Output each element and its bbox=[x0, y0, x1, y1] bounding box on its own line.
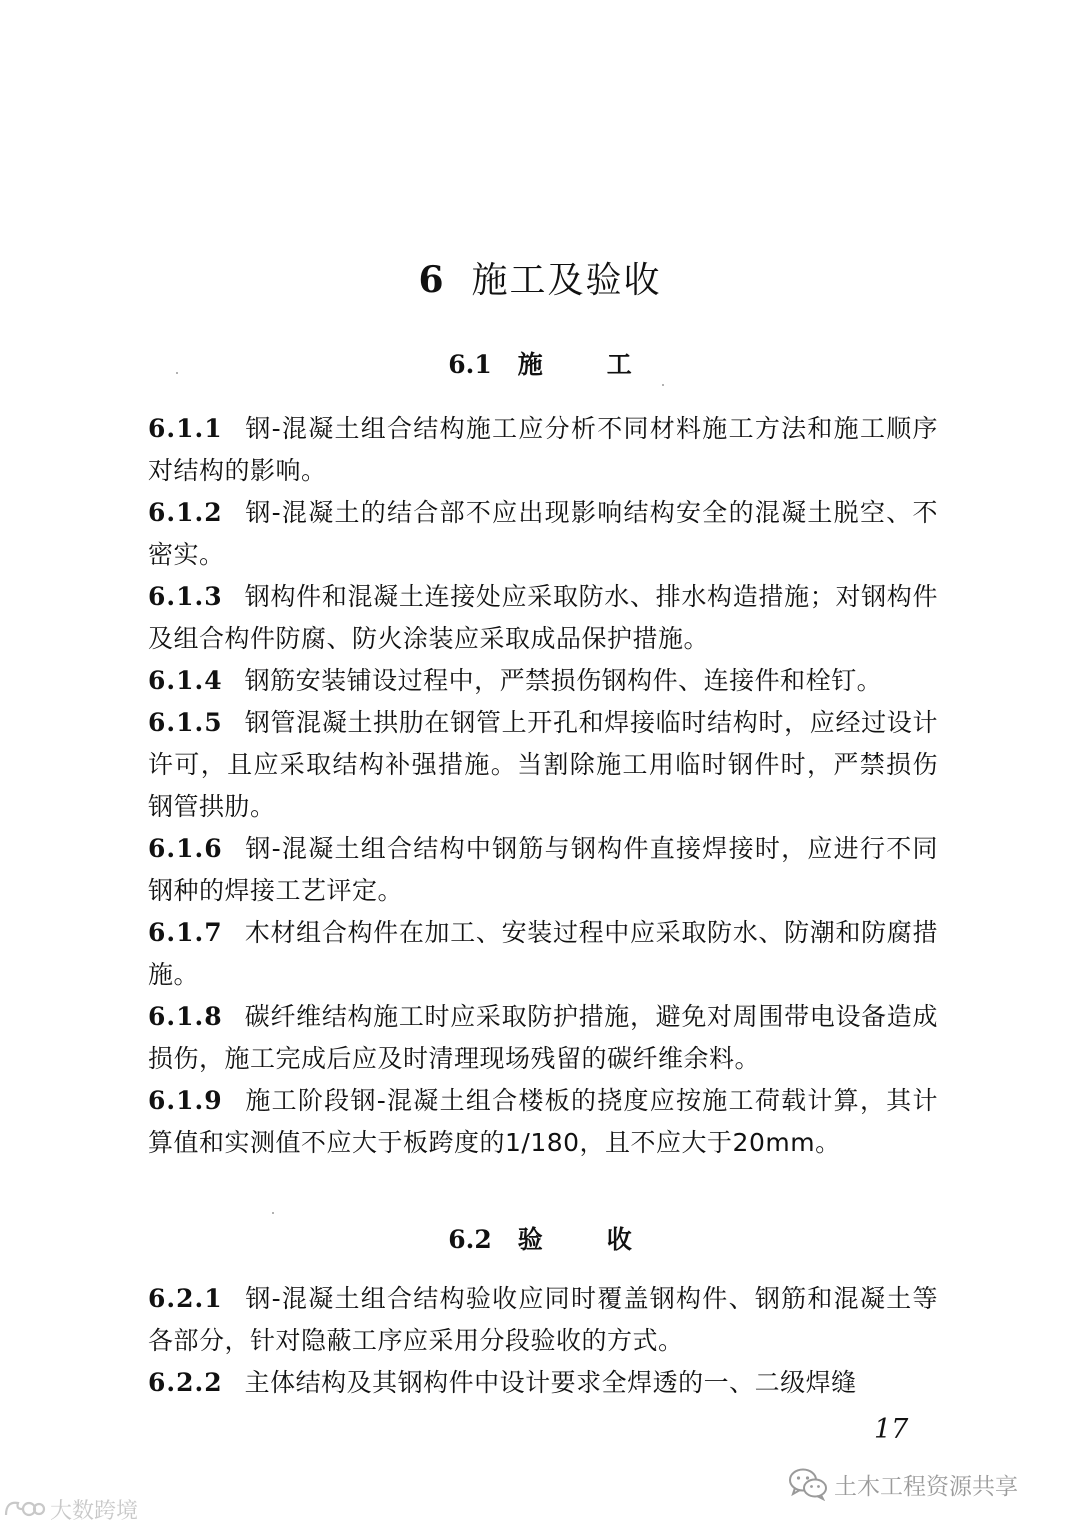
section-6-2-clauses bbox=[148, 1278, 938, 1404]
clause-number: 6.2.1 bbox=[148, 1284, 223, 1313]
wechat-icon bbox=[788, 1467, 828, 1501]
section-6-1-clauses bbox=[148, 408, 938, 1164]
scan-speck bbox=[272, 1212, 274, 1214]
clause bbox=[148, 1278, 938, 1362]
clause-text: 钢-混凝土组合结构验收应同时覆盖钢构件、钢筋和混凝土等各部分，针对隐蔽工序应采用分段验收的方式。 bbox=[148, 1284, 938, 1355]
clause-number: 6.1.8 bbox=[148, 1002, 223, 1031]
clause-number: 6.1.7 bbox=[148, 918, 223, 947]
clause-text: 钢-混凝土组合结构中钢筋与钢构件直接焊接时，应进行不同钢种的焊接工艺评定。 bbox=[148, 834, 938, 905]
section-title-char-1: 验 bbox=[517, 1225, 543, 1254]
clause-number: 6.1.9 bbox=[148, 1086, 223, 1115]
clause bbox=[148, 492, 938, 576]
watermark-brand bbox=[2, 1492, 138, 1526]
clause-number: 6.2.2 bbox=[148, 1368, 223, 1397]
clause bbox=[148, 408, 938, 492]
chapter-title bbox=[0, 252, 1080, 303]
clause bbox=[148, 996, 938, 1080]
clause-text: 钢-混凝土的结合部不应出现影响结构安全的混凝土脱空、不密实。 bbox=[148, 498, 938, 569]
section-number: 6.1 bbox=[448, 350, 492, 379]
chapter-title-text: 施工及验收 bbox=[471, 260, 662, 301]
clause bbox=[148, 912, 938, 996]
section-title-6-1 bbox=[0, 345, 1080, 381]
clause-text: 施工阶段钢-混凝土组合楼板的挠度应按施工荷载计算，其计算值和实测值不应大于板跨度的1/180，且不应大于20mm。 bbox=[148, 1086, 938, 1157]
clause-number: 6.1.4 bbox=[148, 666, 223, 695]
clause bbox=[148, 1362, 938, 1404]
clause-text: 钢筋安装铺设过程中，严禁损伤钢构件、连接件和栓钉。 bbox=[244, 666, 883, 695]
clause bbox=[148, 828, 938, 912]
section-title-char-2: 工 bbox=[606, 350, 632, 379]
clause-number: 6.1.3 bbox=[148, 582, 223, 611]
watermark-source bbox=[788, 1462, 1018, 1506]
clause bbox=[148, 1080, 938, 1164]
clause-number: 6.1.6 bbox=[148, 834, 223, 863]
section-number: 6.2 bbox=[448, 1225, 492, 1254]
watermark-source-text: 土木工程资源共享 bbox=[834, 1473, 1018, 1500]
chapter-number: 6 bbox=[418, 259, 446, 301]
clause-text: 碳纤维结构施工时应采取防护措施，避免对周围带电设备造成损伤，施工完成后应及时清理现场残留的碳纤维余料。 bbox=[148, 1002, 938, 1073]
page-number: 17 bbox=[874, 1414, 909, 1445]
clause-text: 钢构件和混凝土连接处应采取防水、排水构造措施；对钢构件及组合构件防腐、防火涂装应采取成品保护措施。 bbox=[148, 582, 938, 653]
clause-text: 木材组合构件在加工、安装过程中应采取防水、防潮和防腐措施。 bbox=[148, 918, 938, 989]
section-title-char-2: 收 bbox=[606, 1225, 632, 1254]
clause-text: 钢-混凝土组合结构施工应分析不同材料施工方法和施工顺序对结构的影响。 bbox=[148, 414, 938, 485]
section-title-6-2 bbox=[0, 1220, 1080, 1256]
clause-number: 6.1.5 bbox=[148, 708, 223, 737]
scan-speck bbox=[176, 372, 178, 374]
clause bbox=[148, 660, 938, 702]
clause-number: 6.1.1 bbox=[148, 414, 223, 443]
scan-speck bbox=[662, 384, 664, 386]
brand-logo-icon bbox=[2, 1495, 46, 1523]
section-title-char-1: 施 bbox=[517, 350, 543, 379]
clause-text: 主体结构及其钢构件中设计要求全焊透的一、二级焊缝 bbox=[244, 1368, 857, 1397]
clause bbox=[148, 576, 938, 660]
clause-number: 6.1.2 bbox=[148, 498, 223, 527]
watermark-brand-text: 大数跨境 bbox=[50, 1498, 139, 1524]
clause-text: 钢管混凝土拱肋在钢管上开孔和焊接临时结构时，应经过设计许可，且应采取结构补强措施。当割除施工用临时钢件时，严禁损伤钢管拱肋。 bbox=[148, 708, 938, 821]
clause bbox=[148, 702, 938, 828]
